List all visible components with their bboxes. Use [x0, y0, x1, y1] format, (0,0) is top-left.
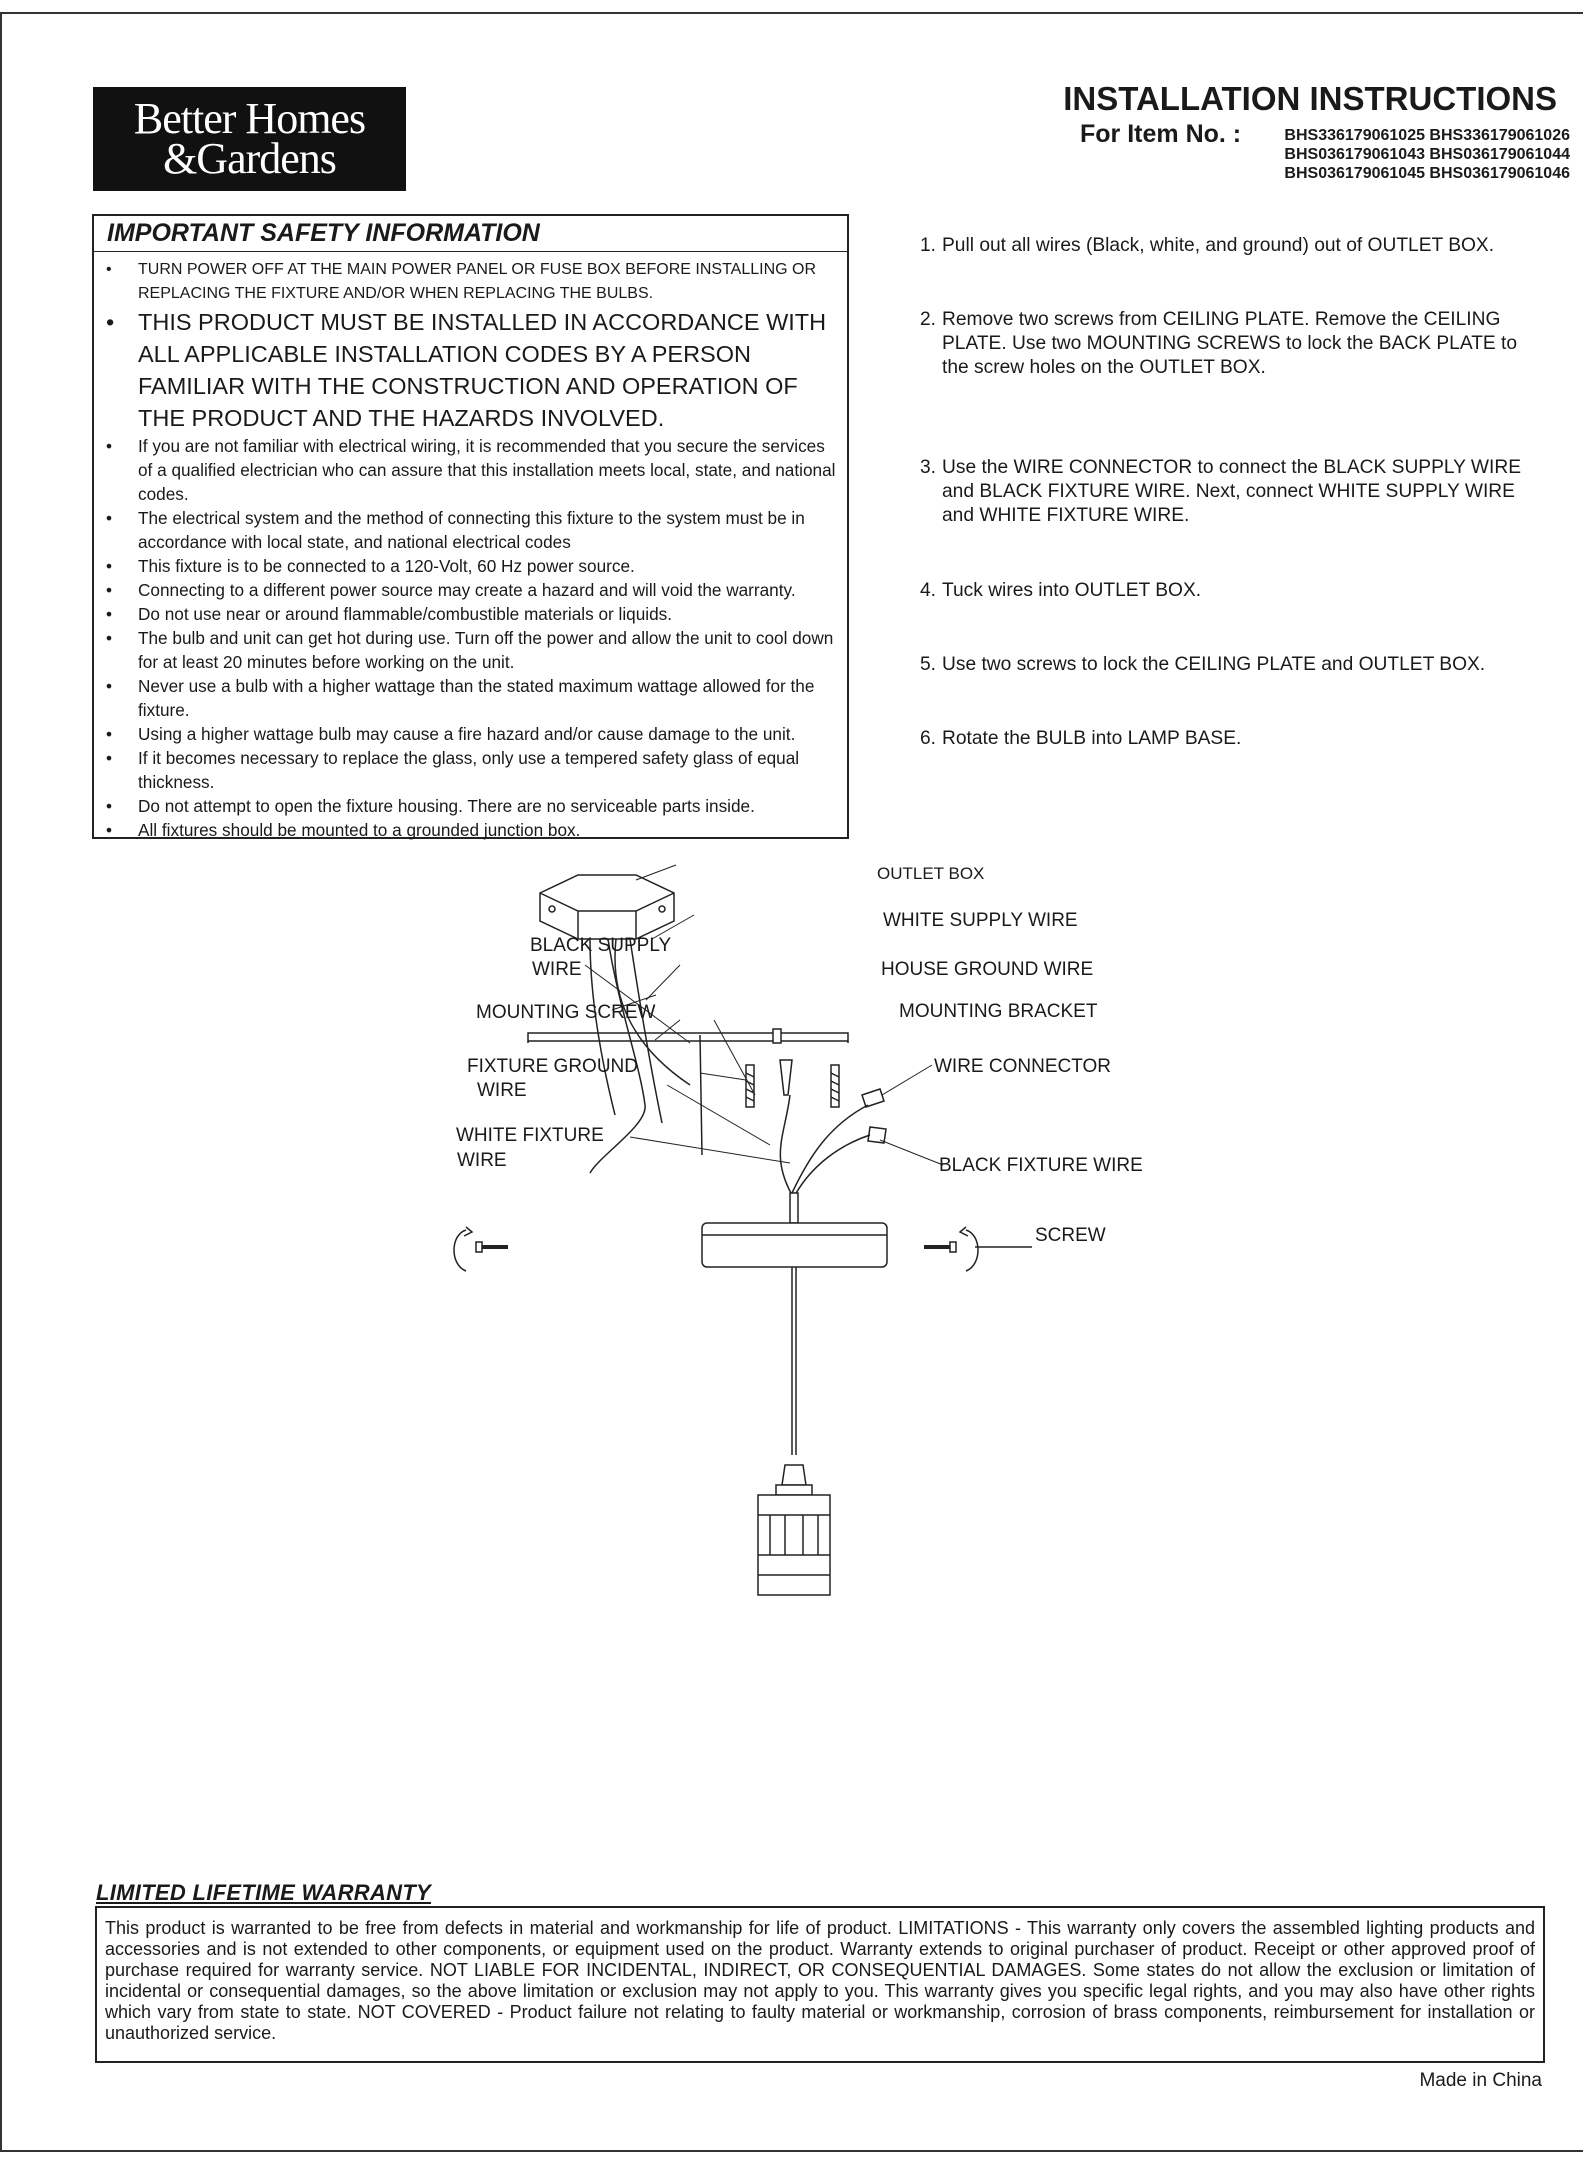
safety-list [94, 258, 847, 842]
ceiling-plate-shape [702, 1193, 887, 1267]
label-mounting-bracket: MOUNTING BRACKET [899, 1001, 1098, 1022]
label-mounting-screw: MOUNTING SCREW [476, 1002, 656, 1023]
brand-logo [93, 87, 406, 191]
lamp-base-shape [758, 1267, 830, 1595]
safety-item: • Connecting to a different power source may create a hazard and will void the warranty. [94, 578, 847, 602]
step-text: Use two screws to lock the CEILING PLATE and OUTLET BOX. [942, 654, 1486, 675]
label-white-fixture-wire: WHITE FIXTURE [456, 1125, 604, 1146]
safety-item: • Never use a bulb with a higher wattage than the stated maximum wattage allowed for the fixture. [94, 674, 847, 722]
step-4 [920, 579, 1540, 603]
step-text: Pull out all wires (Black, white, and ground) out of OUTLET BOX. [942, 235, 1495, 256]
item-number-list [1284, 126, 1570, 183]
step-1 [920, 234, 1540, 258]
label-white-fixture-wire-2: WIRE [457, 1150, 507, 1171]
step-number: 1. [920, 235, 937, 256]
item-number-line: BHS036179061045 BHS036179061046 [1284, 165, 1570, 182]
page-title: INSTALLATION INSTRUCTIONS [1063, 80, 1557, 117]
step-text: Rotate the BULB into LAMP BASE. [942, 728, 1242, 749]
safety-divider [94, 251, 847, 252]
safety-information-box [92, 214, 849, 839]
step-number: 4. [920, 580, 937, 601]
label-black-fixture-wire: BLACK FIXTURE WIRE [939, 1155, 1143, 1176]
safety-item: • This fixture is to be connected to a 120-Volt, 60 Hz power source. [94, 554, 847, 578]
step-3 [920, 456, 1540, 528]
outlet-box-shape [540, 875, 674, 939]
step-text: Remove two screws from CEILING PLATE. Remove the CEILING PLATE. Use two MOUNTING SCREWS to lock the BACK PLATE to the screw holes on the OUTLET BOX. [942, 309, 1518, 378]
label-black-supply-wire: BLACK SUPPLY [530, 935, 672, 956]
installation-diagram [440, 855, 1143, 1615]
label-white-supply-wire: WHITE SUPPLY WIRE [883, 910, 1078, 931]
label-outlet-box: OUTLET BOX [877, 864, 985, 883]
side-screw-left [454, 1227, 508, 1271]
label-screw: SCREW [1035, 1225, 1106, 1246]
step-text: Tuck wires into OUTLET BOX. [942, 580, 1202, 601]
step-number: 2. [920, 309, 937, 330]
item-number-label: For Item No. : [1080, 120, 1242, 148]
safety-item: • THIS PRODUCT MUST BE INSTALLED IN ACCORDANCE WITH ALL APPLICABLE INSTALLATION CODES BY A PERSON FAMILIAR WITH THE CONSTRUCTION AND OPERATION OF THE PRODUCT AND THE HAZARDS INVOLVED. [94, 306, 847, 434]
warranty-title: LIMITED LIFETIME WARRANTY [96, 1880, 432, 1905]
safety-item: • Using a higher wattage bulb may cause a fire hazard and/or cause damage to the unit. [94, 722, 847, 746]
safety-item: • If you are not familiar with electrical wiring, it is recommended that you secure the services of a qualified electrician who can assure that this installation meets local, state, and national codes. [94, 434, 847, 506]
safety-item: • TURN POWER OFF AT THE MAIN POWER PANEL OR FUSE BOX BEFORE INSTALLING OR REPLACING THE FIXTURE AND/OR WHEN REPLACING THE BULBS. [94, 258, 847, 306]
label-fixture-ground-wire: FIXTURE GROUND [467, 1056, 638, 1077]
step-2 [920, 308, 1540, 380]
brand-logo-line1: Better Homes [133, 94, 366, 143]
safety-item: • The electrical system and the method of connecting this fixture to the system must be in accordance with local state, and national electrical codes [94, 506, 847, 554]
fixture-wires [700, 1035, 870, 1195]
step-5 [920, 653, 1540, 677]
label-fixture-ground-wire-2: WIRE [477, 1080, 527, 1101]
label-house-ground-wire: HOUSE GROUND WIRE [881, 959, 1094, 980]
step-text: Use the WIRE CONNECTOR to connect the BLACK SUPPLY WIRE and BLACK FIXTURE WIRE. Next, connect WHITE SUPPLY WIRE and WHITE FIXTURE WIRE. [942, 457, 1522, 526]
label-wire-connector: WIRE CONNECTOR [934, 1056, 1111, 1077]
warranty-text: This product is warranted to be free from defects in material and workmanship for life of product. LIMITATIONS - This warranty only covers the assembled lighting products and accessories and is not extended to other components, or equipment used on the product. Warranty extends to original purchaser of product. Receipt or other approved proof of purchase required for warranty service. NOT LIABLE FOR INCIDENTAL, INDIRECT, OR CONSEQUENTIAL DAMAGES. Some states do not allow the exclusion or limitation of incidental or consequential damages, so the above limitation or exclusion may not apply to you. This warranty gives you specific legal rights, and you may also have other rights which vary from state to state. NOT COVERED - Product failure not relating to faulty material or workmanship, corrosion of brass components, reimbursement for installation or unauthorized service. [95, 1906, 1545, 2063]
step-number: 6. [920, 728, 937, 749]
safety-item: • If it becomes necessary to replace the glass, only use a tempered safety glass of equal thickness. [94, 746, 847, 794]
safety-item: • The bulb and unit can get hot during use. Turn off the power and allow the unit to cool down for at least 20 minutes before working on the unit. [94, 626, 847, 674]
item-number-line: BHS036179061043 BHS036179061044 [1284, 146, 1570, 163]
label-black-supply-wire-2: WIRE [532, 959, 582, 980]
step-6 [920, 727, 1540, 751]
safety-item: • Do not use near or around flammable/combustible materials or liquids. [94, 602, 847, 626]
safety-item: • All fixtures should be mounted to a grounded junction box. [94, 818, 847, 842]
safety-title: IMPORTANT SAFETY INFORMATION [107, 219, 540, 247]
brand-logo-line2: &Gardens [163, 134, 336, 183]
safety-item: • Do not attempt to open the fixture housing. There are no serviceable parts inside. [94, 794, 847, 818]
step-number: 3. [920, 457, 937, 478]
step-number: 5. [920, 654, 937, 675]
item-number-line: BHS336179061025 BHS336179061026 [1284, 127, 1570, 144]
made-in-label: Made in China [1419, 2070, 1542, 2091]
side-screw-right [924, 1227, 1032, 1271]
